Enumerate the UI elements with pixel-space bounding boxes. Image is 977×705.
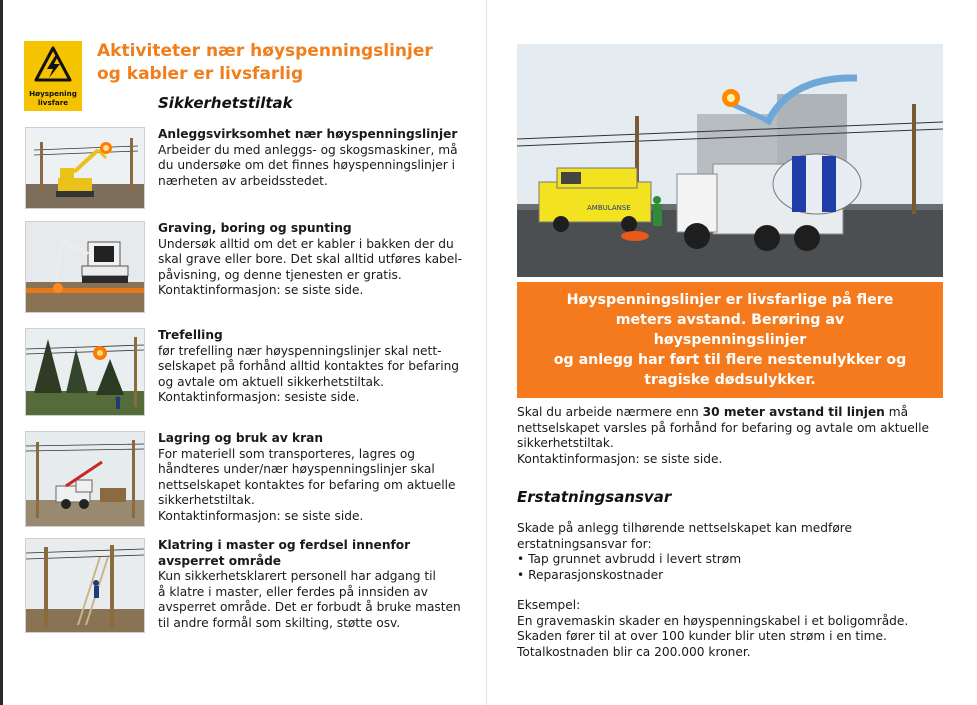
liability-intro-line2: erstatningsansvar for: <box>517 536 652 551</box>
item-body: før trefelling nær høyspenningslinjer skal nett- selskapet på forhånd alltid kontaktes for befaring og avtale om aktuell sikkerhetstiltak. Kontaktinformasjon: sesiste side. <box>158 343 460 404</box>
item-body: Undersøk alltid om det er kabler i bakken der du skal grave eller bore. Det skal alltid utføres kabel- påvisning, og denne tjenesten er gratis. Kontaktinformasjon: se siste side. <box>158 236 463 297</box>
title-line1: Aktiviteter nær høyspenningslinjer <box>97 41 433 61</box>
excavator-illustration <box>25 127 145 209</box>
climbing-illustration <box>25 538 145 633</box>
page-divider <box>486 0 487 705</box>
warning-label-line1: Høyspening <box>29 89 77 98</box>
bullet-item: • Reparasjonskostnader <box>517 567 664 582</box>
item-body: Kun sikkerhetsklarert personell har adgang til å klatre i master, eller ferdes på innsiden av avsperret område. Det er forbudt å bruke masten til andre formål som skilting, støtte osv. <box>158 569 461 630</box>
example-line: Totalkostnaden blir ca 200.000 kroner. <box>517 644 751 659</box>
bullet-text: Reparasjonskostnader <box>528 567 664 582</box>
page-edge <box>0 0 3 705</box>
bullet-text: Tap grunnet avbrudd i levert strøm <box>528 552 742 566</box>
ambulance-label: AMBULANSE <box>587 204 631 212</box>
liability-intro-line1: Skade på anlegg tilhørende nettselskapet kan medføre <box>517 521 853 535</box>
warning-label <box>24 89 82 107</box>
page-title <box>97 40 477 86</box>
distance-line1 <box>517 405 957 421</box>
title-line2: og kabler er livsfarlig <box>97 64 304 84</box>
distance-line4: Kontaktinformasjon: se siste side. <box>517 451 723 466</box>
example-line: Skaden fører til at over 100 kunder blir uten strøm i en time. <box>517 629 887 643</box>
item-title: Trefelling <box>158 328 223 342</box>
item-body: For materiell som transporteres, lagres og håndteres under/nær høyspenningslinjer skal nettselskapet kontaktes for befaring om aktuelle sikkerhetstiltak. Kontaktinformasjon: se siste side. <box>158 446 456 523</box>
tree-felling-illustration <box>25 328 145 416</box>
distance-line2: nettselskapet varsles på forhånd for befaring og avtale om aktuelle <box>517 420 929 435</box>
distance-post: må <box>884 405 909 419</box>
example-label: Eksempel: <box>517 598 581 612</box>
distance-bold: 30 meter avstand til linjen <box>702 405 885 419</box>
liability-heading: Erstatningsansvar <box>517 488 672 506</box>
accident-scene-illustration <box>517 44 943 277</box>
warning-label-line2: livsfare <box>37 98 69 107</box>
distance-paragraph <box>517 405 957 467</box>
item-title: Klatring i master og ferdsel innenfor avsperret område <box>158 538 411 568</box>
distance-pre: Skal du arbeide nærmere enn <box>517 405 703 419</box>
item-title: Graving, boring og spunting <box>158 221 352 235</box>
callout-text: Høyspenningslinjer er livsfarlige på flere meters avstand. Berøring av høyspenningslinjer og anlegg har ført til flere nestenulykker og tragiske dødsulykker. <box>553 292 907 388</box>
danger-callout <box>517 282 943 398</box>
example-paragraph <box>517 598 957 660</box>
item-title: Lagring og bruk av kran <box>158 431 324 445</box>
liability-paragraph <box>517 521 957 583</box>
item-title: Anleggsvirksomhet nær høyspenningslinjer <box>158 127 458 141</box>
warning-sign <box>24 41 82 111</box>
crane-illustration <box>25 431 145 527</box>
high-voltage-icon <box>33 45 73 85</box>
example-line: En gravemaskin skader en høyspenningskabel i et boligområde. <box>517 613 909 628</box>
distance-line3: sikkerhetstiltak. <box>517 436 614 450</box>
digging-illustration <box>25 221 145 313</box>
section-heading: Sikkerhetstiltak <box>158 94 293 112</box>
item-body: Arbeider du med anleggs- og skogsmaskiner, må du undersøke om det finnes høyspenningslinjer i nærheten av arbeidsstedet. <box>158 142 458 188</box>
bullet-item: • Tap grunnet avbrudd i levert strøm <box>517 552 742 566</box>
